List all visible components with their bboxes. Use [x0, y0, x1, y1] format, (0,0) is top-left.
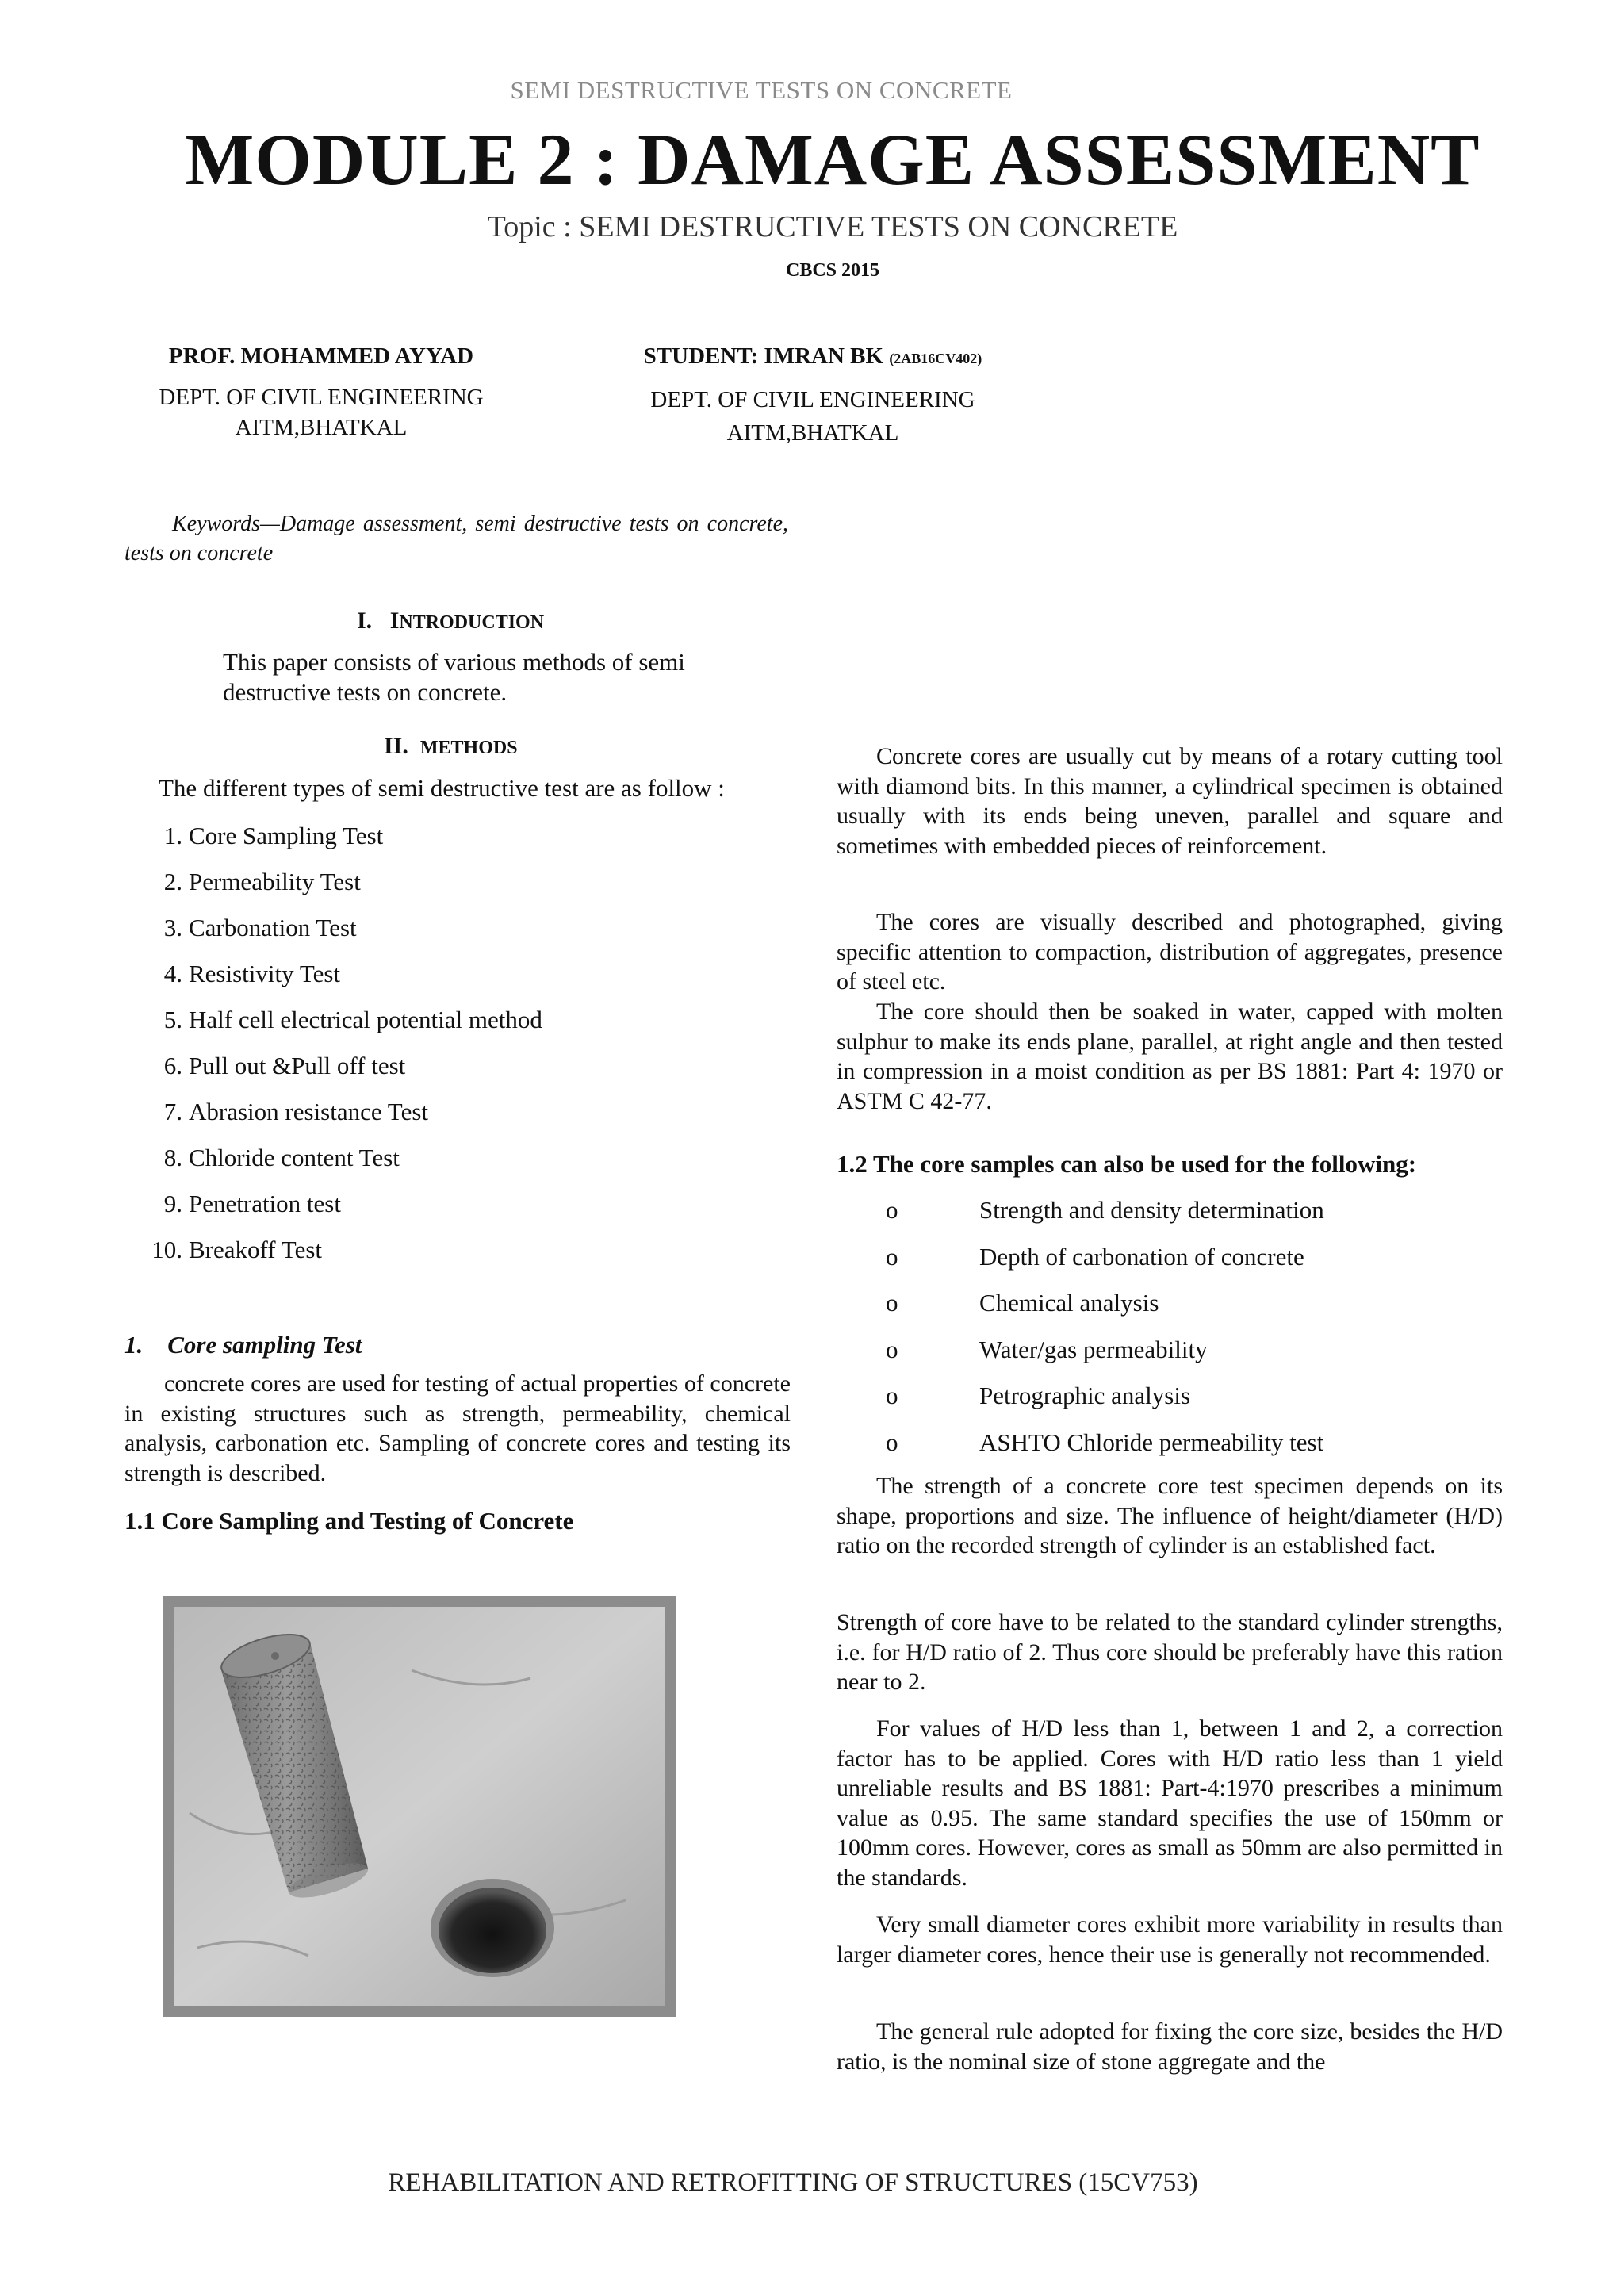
bullet-marker: o	[886, 1242, 898, 1271]
section-number: II.	[384, 733, 408, 759]
student-roll: (2AB16CV402)	[889, 351, 982, 366]
section-title-initial: I	[389, 608, 400, 634]
methods-heading	[384, 733, 622, 760]
core-sample-photo	[163, 1596, 676, 2017]
list-item	[135, 912, 785, 958]
item-label: Abrasion resistance Test	[189, 1098, 429, 1125]
core-photo-drawing	[174, 1607, 665, 2006]
scheme-label: CBCS 2015	[785, 260, 880, 281]
methods-lead: The different types of semi destructive test are as follow :	[159, 774, 725, 802]
item-label: Resistivity Test	[189, 960, 341, 987]
item-label: Chloride content Test	[189, 1144, 400, 1171]
item-label: Core Sampling Test	[189, 822, 384, 849]
list-item	[837, 1287, 1503, 1334]
item-number: 9.	[163, 1190, 182, 1217]
item-label: Petrographic analysis	[979, 1382, 1191, 1409]
author-name	[611, 341, 1015, 374]
right-paragraph-7: Very small diameter cores exhibit more variability in results than larger diameter cores, hence their use is generally not recommended.	[837, 1911, 1503, 1968]
item-label: Breakoff Test	[189, 1236, 323, 1263]
list-item	[135, 1234, 785, 1280]
item-number: 3.	[163, 914, 182, 941]
author-block-student	[611, 341, 1015, 448]
list-item	[135, 820, 785, 866]
core-sampling-heading: 1. Core sampling Test	[124, 1331, 362, 1359]
list-item	[135, 1142, 785, 1188]
bullet-marker: o	[886, 1382, 898, 1409]
item-number: 8.	[163, 1144, 182, 1171]
bullet-marker: o	[886, 1196, 898, 1224]
item-label: Pull out &Pull off test	[189, 1052, 406, 1079]
list-item	[837, 1427, 1503, 1474]
item-number: 7.	[163, 1098, 182, 1125]
list-item	[135, 958, 785, 1004]
list-item	[135, 1050, 785, 1096]
keywords: Keywords—Damage assessment, semi destructive tests on concrete, tests on concrete	[124, 512, 788, 565]
introduction-text: This paper consists of various methods of semi destructive tests on concrete.	[223, 648, 685, 706]
list-item	[135, 1096, 785, 1142]
section-title: METHODS	[419, 738, 518, 758]
item-number: 5.	[163, 1006, 182, 1033]
bullet-marker: o	[886, 1335, 898, 1363]
student-name: STUDENT: IMRAN BK	[643, 343, 884, 369]
right-paragraph-2: The cores are visually described and photographed, giving specific attention to compaction, distribution of aggregates, presence of steel etc.	[837, 909, 1503, 995]
running-head: SEMI DESTRUCTIVE TESTS ON CONCRETE	[510, 76, 1013, 104]
introduction-heading	[357, 608, 674, 634]
item-label: Strength and density determination	[979, 1196, 1324, 1224]
bullet-marker: o	[886, 1428, 898, 1456]
right-paragraph-3: The core should then be soaked in water, capped with molten sulphur to make its ends plane, parallel, at right angle and then tested in compression in a moist condition as per BS 1881: Part 4: 1970 or ASTM C 42-77.	[837, 999, 1503, 1114]
core-sampling-text: concrete cores are used for testing of actual properties of concrete in existing structures such as strength, permeability, chemical analysis, carbonation etc. Sampling of concrete cores and testing its strength is described.	[124, 1370, 791, 1486]
page-title: MODULE 2 : DAMAGE ASSESSMENT	[185, 119, 1480, 200]
right-paragraph-8: The general rule adopted for fixing the core size, besides the H/D ratio, is the nominal size of stone aggregate and the	[837, 2018, 1503, 2075]
item-label: Half cell electrical potential method	[189, 1006, 542, 1033]
item-label: Permeability Test	[189, 868, 361, 895]
item-label: ASHTO Chloride permeability test	[979, 1428, 1324, 1456]
section-number: I.	[357, 608, 373, 634]
item-label: Penetration test	[189, 1190, 341, 1217]
author-dept: DEPT. OF CIVIL ENGINEERING	[650, 387, 975, 412]
item-number: 10.	[151, 1236, 182, 1263]
author-institute: AITM,BHATKAL	[235, 415, 408, 440]
core-uses-list	[837, 1194, 1503, 1473]
item-number: 2.	[163, 868, 182, 895]
item-number: 6.	[163, 1052, 182, 1079]
right-subheading: 1.2 The core samples can also be used for the following:	[837, 1150, 1417, 1178]
list-item	[837, 1380, 1503, 1427]
list-item	[837, 1194, 1503, 1241]
item-number: 1.	[163, 822, 182, 849]
right-paragraph-4: The strength of a concrete core test specimen depends on its shape, proportions and size. The influence of height/diameter (H/D) ratio on the recorded strength of cylinder is an established fact.	[837, 1473, 1503, 1558]
item-number: 4.	[163, 960, 182, 987]
item-label: Water/gas permeability	[979, 1335, 1208, 1363]
author-block-professor	[119, 341, 523, 443]
list-item	[135, 866, 785, 912]
right-paragraph-5: Strength of core have to be related to the standard cylinder strengths, i.e. for H/D ratio of 2. Thus core should be preferably have this ration near to 2.	[837, 1609, 1503, 1695]
right-paragraph-1: Concrete cores are usually cut by means of a rotary cutting tool with diamond bits. In this manner, a cylindrical specimen is obtained usually with its ends being uneven, parallel and square and sometimes with embedded pieces of reinforcement.	[837, 743, 1503, 859]
list-item	[837, 1334, 1503, 1381]
item-label: Depth of carbonation of concrete	[979, 1242, 1304, 1271]
author-dept: DEPT. OF CIVIL ENGINEERING	[159, 385, 484, 410]
list-item	[135, 1188, 785, 1234]
author-institute: AITM,BHATKAL	[726, 420, 899, 446]
methods-list	[135, 820, 785, 1280]
bullet-marker: o	[886, 1289, 898, 1317]
section-title-rest: NTRODUCTION	[399, 612, 545, 633]
topic-line: Topic : SEMI DESTRUCTIVE TESTS ON CONCRETE	[487, 210, 1178, 243]
item-label: Chemical analysis	[979, 1289, 1159, 1317]
core-sampling-subheading: 1.1 Core Sampling and Testing of Concrete	[124, 1507, 574, 1535]
author-name: PROF. MOHAMMED AYYAD	[168, 343, 474, 369]
page-footer: REHABILITATION AND RETROFITTING OF STRUCTURES (15CV753)	[388, 2168, 1198, 2197]
list-item	[135, 1004, 785, 1050]
item-label: Carbonation Test	[189, 914, 357, 941]
drilled-hole	[431, 1879, 554, 1977]
right-paragraph-6: For values of H/D less than 1, between 1 and 2, a correction factor has to be applied. Cores with H/D ratio less than 1 yield unreliable results and BS 1881: Part-4:1970 prescribes a minimum value as 0.95. The same standard specifies the use of 150mm or 100mm cores. However, cores as small as 50mm are also permitted in the standards.	[837, 1715, 1503, 1891]
list-item	[837, 1241, 1503, 1288]
